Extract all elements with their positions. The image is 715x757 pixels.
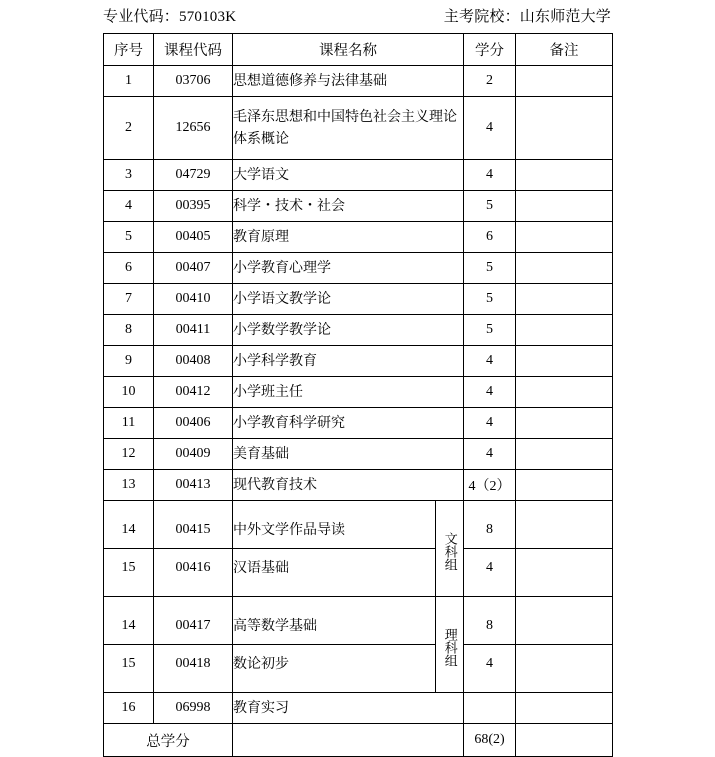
table-row [104,160,613,191]
course-note [516,408,613,439]
table-row [104,693,613,724]
row-number: 1 [104,66,154,97]
course-plan-table [103,33,613,757]
table-row [104,346,613,377]
table-row [104,408,613,439]
course-code: 00410 [154,284,233,315]
course-code: 00409 [154,439,233,470]
course-note [516,191,613,222]
row-number: 16 [104,693,154,724]
table-header [104,34,613,66]
course-name: 汉语基础 [233,549,436,597]
course-credit: 8 [464,501,516,549]
course-note [516,97,613,160]
course-credit: 4 [464,97,516,160]
course-note [516,66,613,97]
course-note [516,315,613,346]
course-code: 00412 [154,377,233,408]
course-name: 高等数学基础 [233,597,436,645]
course-name: 小学班主任 [233,377,464,408]
row-number: 3 [104,160,154,191]
course-note [516,501,613,549]
table-row [104,191,613,222]
table-row [104,439,613,470]
course-code: 06998 [154,693,233,724]
course-group-label [436,501,464,597]
course-name: 大学语文 [233,160,464,191]
course-note [516,439,613,470]
course-credit: 4 [464,377,516,408]
course-credit [464,693,516,724]
table-row [104,470,613,501]
course-name: 毛泽东思想和中国特色社会主义理论体系概论 [233,97,464,160]
course-code: 00408 [154,346,233,377]
course-code: 04729 [154,160,233,191]
course-credit: 4 [464,549,516,597]
table-row [104,97,613,160]
course-code: 00405 [154,222,233,253]
table-row [104,66,613,97]
course-credit: 6 [464,222,516,253]
document-header [103,4,613,26]
course-credit: 5 [464,191,516,222]
course-name: 科学・技术・社会 [233,191,464,222]
course-name: 教育实习 [233,693,464,724]
column-header-code: 课程代码 [154,34,233,66]
table-row [104,597,613,645]
course-code: 00417 [154,597,233,645]
course-credit: 4 [464,160,516,191]
course-name: 教育原理 [233,222,464,253]
table-row [104,377,613,408]
course-credit: 4 [464,408,516,439]
course-code: 00413 [154,470,233,501]
course-code: 00407 [154,253,233,284]
course-credit: 5 [464,315,516,346]
row-number: 9 [104,346,154,377]
course-note [516,253,613,284]
table-body [104,66,613,757]
total-name-spacer [233,724,464,757]
course-name: 小学语文教学论 [233,284,464,315]
total-row [104,724,613,757]
course-name: 思想道德修养与法律基础 [233,66,464,97]
row-number: 11 [104,408,154,439]
row-number: 2 [104,97,154,160]
course-code: 00418 [154,645,233,693]
row-number: 4 [104,191,154,222]
course-credit: 5 [464,284,516,315]
course-name: 小学教育心理学 [233,253,464,284]
course-name: 数论初步 [233,645,436,693]
course-group-label [436,597,464,693]
row-number: 10 [104,377,154,408]
row-number: 14 [104,597,154,645]
row-number: 15 [104,549,154,597]
course-name: 现代教育技术 [233,470,464,501]
course-code: 00395 [154,191,233,222]
column-header-note: 备注 [516,34,613,66]
course-note [516,597,613,645]
table-row [104,501,613,549]
course-note [516,346,613,377]
table-row [104,315,613,346]
course-credit: 4 [464,346,516,377]
course-credit: 4 [464,439,516,470]
course-code: 00416 [154,549,233,597]
course-note [516,222,613,253]
table-header-row [104,34,613,66]
row-number: 6 [104,253,154,284]
table-row [104,645,613,693]
table-row [104,284,613,315]
course-note [516,160,613,191]
course-note [516,645,613,693]
course-code: 00415 [154,501,233,549]
total-credit: 68(2) [464,724,516,757]
course-note [516,693,613,724]
row-number: 8 [104,315,154,346]
course-code: 00406 [154,408,233,439]
course-note [516,470,613,501]
row-number: 12 [104,439,154,470]
group-label-text: 理科组 [442,627,458,667]
total-note [516,724,613,757]
course-credit: 4（2） [464,470,516,501]
column-header-credit: 学分 [464,34,516,66]
course-note [516,284,613,315]
course-code: 12656 [154,97,233,160]
course-name: 小学科学教育 [233,346,464,377]
table-row [104,253,613,284]
row-number: 13 [104,470,154,501]
course-code: 03706 [154,66,233,97]
course-credit: 4 [464,645,516,693]
course-code: 00411 [154,315,233,346]
course-credit: 2 [464,66,516,97]
table-row [104,549,613,597]
course-credit: 8 [464,597,516,645]
column-header-no: 序号 [104,34,154,66]
course-name: 小学数学教学论 [233,315,464,346]
course-name: 小学教育科学研究 [233,408,464,439]
examining-school-label: 主考院校：山东师范大学 [443,8,611,25]
group-label-text: 文科组 [442,531,458,571]
row-number: 7 [104,284,154,315]
course-credit: 5 [464,253,516,284]
row-number: 5 [104,222,154,253]
course-note [516,549,613,597]
table-row [104,222,613,253]
course-name: 美育基础 [233,439,464,470]
course-note [516,377,613,408]
total-label: 总学分 [104,724,233,757]
major-code-label: 专业代码：570103K [103,8,237,25]
row-number: 15 [104,645,154,693]
course-name: 中外文学作品导读 [233,501,436,549]
row-number: 14 [104,501,154,549]
column-header-name: 课程名称 [233,34,464,66]
